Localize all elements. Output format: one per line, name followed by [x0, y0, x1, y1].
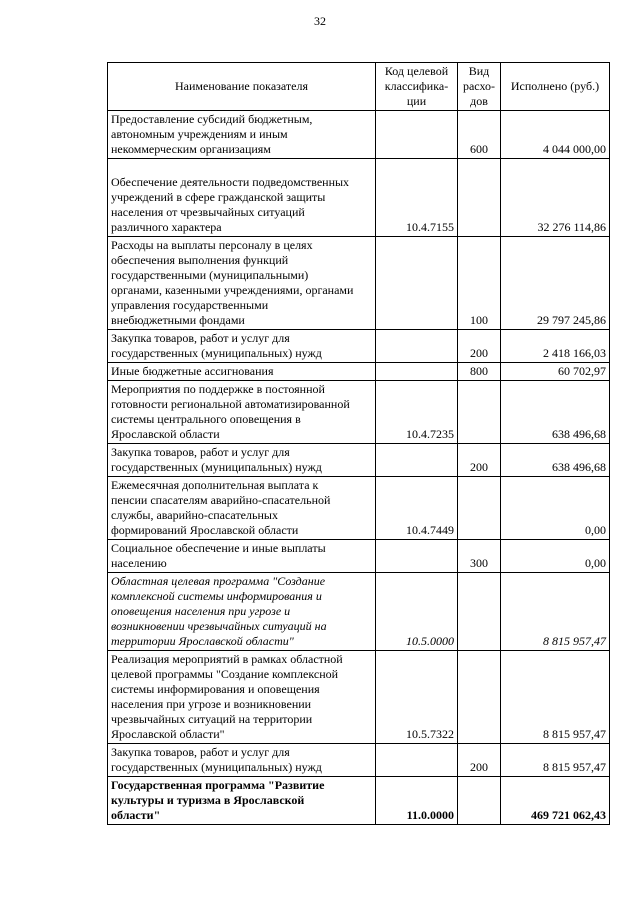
row-name-cell: Реализация мероприятий в рамках областной целевой программы "Создание комплексной системы информирования и оповещения населения при угрозе и возникновении чрезвычайных ситуаций на территории Ярославской области": [108, 651, 376, 744]
row-code-cell: 11.0.0000: [376, 777, 458, 825]
row-amount-cell: 2 418 166,03: [501, 330, 610, 363]
row-code-cell: [376, 330, 458, 363]
row-type-cell: 200: [458, 330, 501, 363]
row-amount-cell: 29 797 245,86: [501, 237, 610, 330]
row-name-cell: Закупка товаров, работ и услуг для государственных (муниципальных) нужд: [108, 744, 376, 777]
table-header-row: [108, 63, 610, 111]
row-type-cell: 100: [458, 237, 501, 330]
row-code-cell: 10.4.7235: [376, 381, 458, 444]
header-name: Наименование показателя: [108, 63, 376, 111]
table-row: [108, 381, 610, 444]
row-name-cell: Областная целевая программа "Создание комплексной системы информирования и оповещения населения при угрозе и возникновении чрезвычайных ситуаций на территории Ярославской области": [108, 573, 376, 651]
row-type-cell: 200: [458, 744, 501, 777]
row-name-cell: Предоставление субсидий бюджетным, автономным учреждениям и иным некоммерческим организациям: [108, 111, 376, 159]
row-code-cell: [376, 744, 458, 777]
table-row: [108, 573, 610, 651]
row-name-cell: Мероприятия по поддержке в постоянной готовности региональной автоматизированной системы центрального оповещения в Ярославской области: [108, 381, 376, 444]
row-type-cell: 600: [458, 111, 501, 159]
row-amount-cell: 469 721 062,43: [501, 777, 610, 825]
table-row: [108, 111, 610, 159]
row-name-cell: Государственная программа "Развитие культуры и туризма в Ярославской области": [108, 777, 376, 825]
table-row: [108, 330, 610, 363]
table-row: [108, 159, 610, 237]
row-name-cell: Ежемесячная дополнительная выплата к пенсии спасателям аварийно-спасательной службы, аварийно-спасательных формирований Ярославской области: [108, 477, 376, 540]
row-name-cell: Закупка товаров, работ и услуг для государственных (муниципальных) нужд: [108, 444, 376, 477]
row-name-cell: Обеспечение деятельности подведомственных учреждений в сфере гражданской защиты населения от чрезвычайных ситуаций различного характера: [108, 159, 376, 237]
row-amount-cell: 0,00: [501, 540, 610, 573]
row-name-cell: Социальное обеспечение и иные выплаты населению: [108, 540, 376, 573]
row-code-cell: [376, 444, 458, 477]
row-type-cell: [458, 777, 501, 825]
row-type-cell: 300: [458, 540, 501, 573]
row-type-cell: 800: [458, 363, 501, 381]
row-type-cell: [458, 573, 501, 651]
row-name-cell: Расходы на выплаты персоналу в целях обеспечения выполнения функций государственными (муниципальными) органами, казенными учреждениями, органами управления государственными внебюджетными фондами: [108, 237, 376, 330]
row-code-cell: 10.5.0000: [376, 573, 458, 651]
table-row: [108, 540, 610, 573]
row-amount-cell: 638 496,68: [501, 381, 610, 444]
header-code: Код целевой классифика-ции: [376, 63, 458, 111]
table-row: [108, 651, 610, 744]
row-type-cell: 200: [458, 444, 501, 477]
row-amount-cell: 638 496,68: [501, 444, 610, 477]
row-amount-cell: 8 815 957,47: [501, 744, 610, 777]
table-row: [108, 237, 610, 330]
table-row: [108, 444, 610, 477]
table-row: [108, 477, 610, 540]
row-code-cell: [376, 363, 458, 381]
row-code-cell: [376, 111, 458, 159]
header-type: Вид расхо-дов: [458, 63, 501, 111]
row-code-cell: 10.4.7155: [376, 159, 458, 237]
row-amount-cell: 4 044 000,00: [501, 111, 610, 159]
row-code-cell: [376, 237, 458, 330]
row-type-cell: [458, 159, 501, 237]
row-type-cell: [458, 381, 501, 444]
table-row: [108, 744, 610, 777]
table-row: [108, 777, 610, 825]
row-amount-cell: 8 815 957,47: [501, 573, 610, 651]
header-amount: Исполнено (руб.): [501, 63, 610, 111]
row-type-cell: [458, 651, 501, 744]
table-row: [108, 363, 610, 381]
row-name-cell: Иные бюджетные ассигнования: [108, 363, 376, 381]
row-amount-cell: 0,00: [501, 477, 610, 540]
row-code-cell: 10.4.7449: [376, 477, 458, 540]
row-amount-cell: 60 702,97: [501, 363, 610, 381]
row-amount-cell: 32 276 114,86: [501, 159, 610, 237]
row-amount-cell: 8 815 957,47: [501, 651, 610, 744]
row-name-cell: Закупка товаров, работ и услуг для государственных (муниципальных) нужд: [108, 330, 376, 363]
row-type-cell: [458, 477, 501, 540]
budget-table: [107, 62, 610, 825]
row-code-cell: 10.5.7322: [376, 651, 458, 744]
row-code-cell: [376, 540, 458, 573]
page-number: 32: [314, 14, 326, 28]
